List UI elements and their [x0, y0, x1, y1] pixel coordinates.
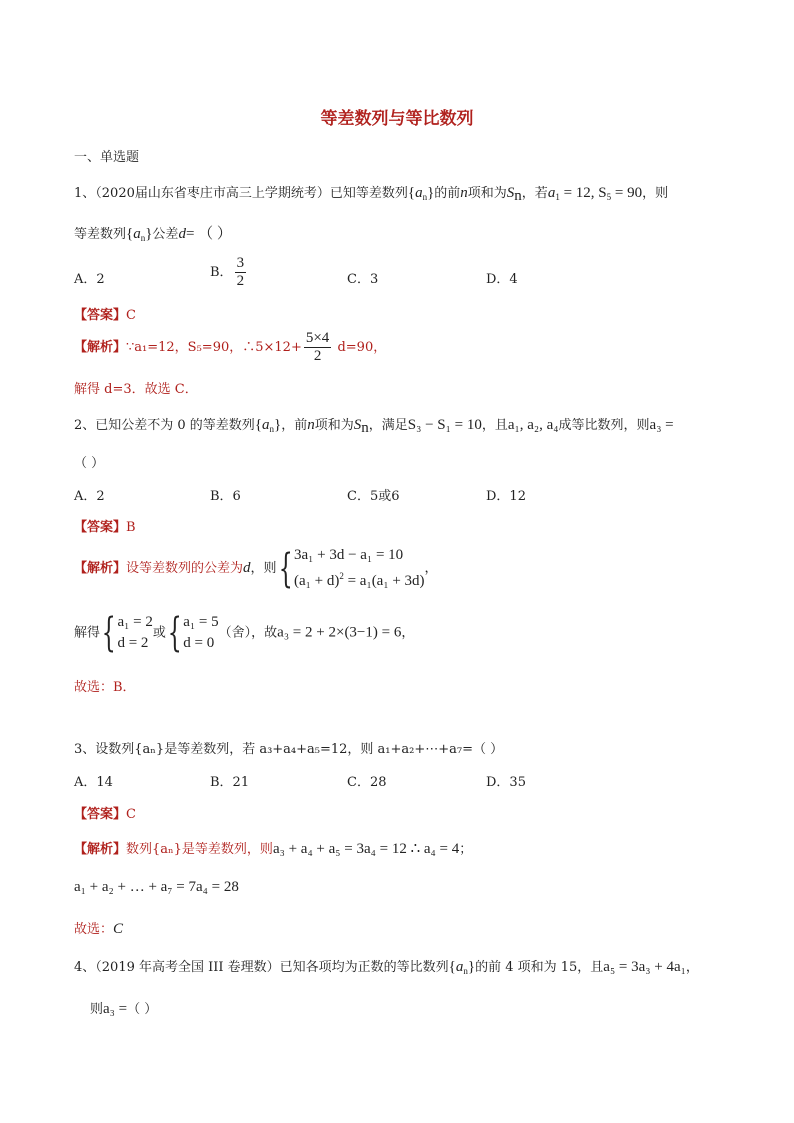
- question-1-stem: 1、（2020届山东省枣庄市高三上学期统考）已知等差数列$\{a_n\}$的前n项和为$S_n$，若$a_1 = 12$, $S_5 = 90$，则: [74, 185, 669, 204]
- q3-option-a[interactable]: A．14: [74, 775, 113, 790]
- fraction: $\frac{3}{2}$: [236, 255, 245, 289]
- q2-option-a[interactable]: A．2: [74, 489, 105, 504]
- q2-option-b[interactable]: B．6: [210, 489, 241, 504]
- q2-final: 故选：B．: [74, 680, 136, 695]
- equation-system: 3a₁ + 3d − a₁ = 10 $(a_1 + d)^2 = a_1(a_1 + 3d)$: [294, 547, 425, 589]
- q1-option-a[interactable]: A．2: [74, 272, 105, 287]
- q1-option-d[interactable]: D．4: [486, 272, 518, 287]
- q3-answer: 【答案】C: [74, 807, 136, 822]
- q1-solution: 解得 d=3．故选 C．: [74, 382, 198, 397]
- q2-answer: 【答案】B: [74, 520, 136, 535]
- question-1-stem-line2: 等差数列$\{a_n\}$公差d= （ ）: [74, 226, 232, 243]
- q1-answer: 【答案】C: [74, 308, 136, 323]
- left-brace: {: [278, 545, 293, 592]
- q1-analysis: 【解析】∵a₁=12，S₅=90，∴5×12+ $\frac{5\times 4}{2}$ d=90，: [74, 330, 387, 364]
- q1-option-b[interactable]: B． $\frac{3}{2}$: [210, 255, 245, 289]
- page-title: 等差数列与等比数列: [320, 109, 474, 129]
- question-2-stem: 2、已知公差不为 0 的等差数列$\{a_n\}$，前n项和为$S_n$，满足S₃ − S₁ = 10，且a₁, a₂, a₄成等比数列，则a₃ =: [74, 417, 674, 436]
- q2-paren: （ ）: [74, 456, 105, 471]
- question-4-stem-line2: 则a₃ =（ ）: [90, 1001, 158, 1017]
- q2-analysis: 【解析】设等差数列的公差为d，则{ 3a₁ + 3d − a₁ = 10 $(a_1 + d)^2 = a_1(a_1 + 3d)$ ，: [74, 545, 438, 592]
- q2-option-c[interactable]: C．5或6: [347, 489, 400, 504]
- question-4-stem: 4、（2019 年高考全国 III 卷理数）已知各项均为正数的等比数列$\{a_n\}$的前 4 项和为 15，且a₅ = 3a₃ + 4a₁，: [74, 959, 699, 976]
- q3-option-b[interactable]: B．21: [210, 775, 250, 790]
- q3-derivation: a₁ + a₂ + … + a₇ = 7a₄ = 28: [74, 879, 239, 895]
- q3-option-d[interactable]: D．35: [486, 775, 526, 790]
- q2-solution: 解得{ a₁ = 2 d = 2 或{ a₁ = 5 d = 0 （舍），故a₃ = 2 + 2×(3−1) = 6，: [74, 610, 415, 656]
- section-heading: 一、单选题: [74, 150, 140, 165]
- q3-analysis: 【解析】数列{aₙ}是等差数列，则a₃ + a₄ + a₅ = 3a₄ = 12 ∴ a₄ = 4；: [74, 841, 473, 857]
- question-3-stem: 3、设数列{aₙ}是等差数列，若 a₃+a₄+a₅=12，则 a₁+a₂+⋯+a₇=（ ）: [74, 742, 504, 757]
- q2-option-d[interactable]: D．12: [486, 489, 526, 504]
- q3-option-c[interactable]: C．28: [347, 775, 387, 790]
- q1-option-c[interactable]: C．3: [347, 272, 379, 287]
- q3-final: 故选：C: [74, 921, 124, 937]
